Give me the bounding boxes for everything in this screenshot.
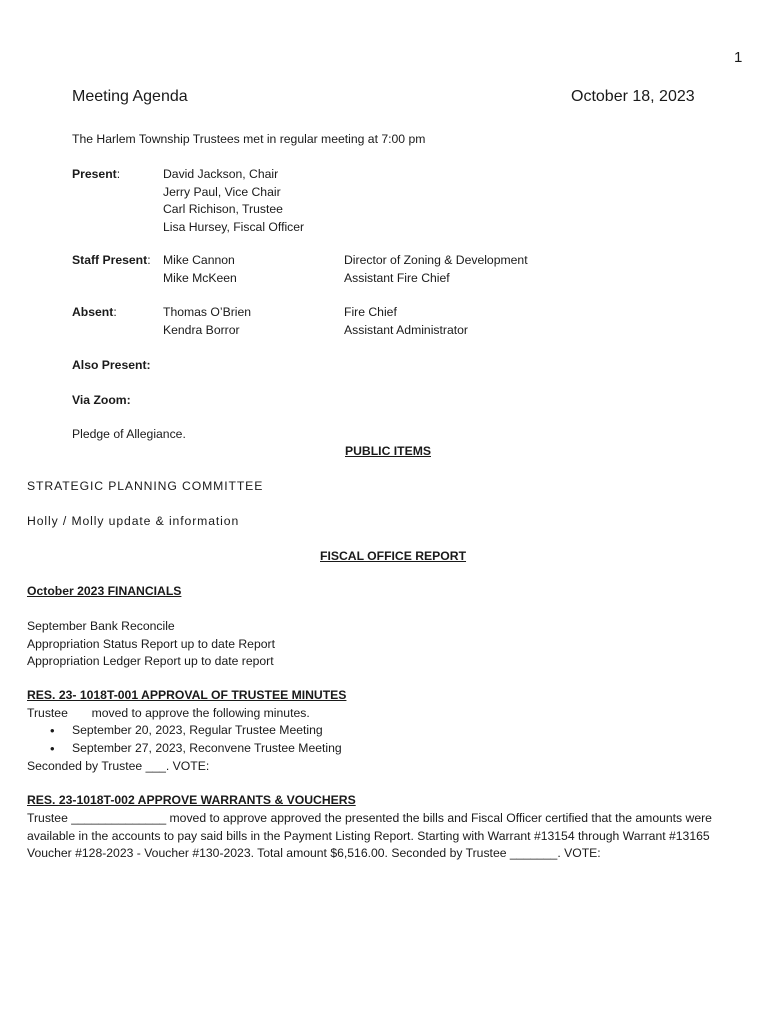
- report-list: [27, 618, 275, 671]
- financials-heading: October 2023 FINANCIALS: [27, 584, 182, 598]
- absent-name: Thomas O’Brien: [163, 305, 252, 319]
- absent-role: Fire Chief: [344, 305, 397, 319]
- staff-role: Director of Zoning & Development: [344, 253, 528, 267]
- staff-names: [163, 252, 237, 287]
- res1-bullet-item: • September 20, 2023, Regular Trustee Meeting: [72, 722, 323, 740]
- public-items-heading: PUBLIC ITEMS: [345, 444, 431, 458]
- page-title: Meeting Agenda: [72, 88, 188, 105]
- absent-name: Kendra Borror: [163, 322, 240, 337]
- report-item: September Bank Reconcile: [27, 619, 175, 633]
- fiscal-report-heading: FISCAL OFFICE REPORT: [320, 549, 467, 563]
- also-present-label: Also Present:: [72, 358, 151, 372]
- report-item: Appropriation Status Report up to date Report: [27, 636, 275, 651]
- page-number: 1: [734, 49, 743, 66]
- absent-label: Absent:: [72, 305, 117, 319]
- absent-names: [163, 304, 251, 339]
- report-item: Appropriation Ledger Report up to date report: [27, 654, 274, 668]
- absent-role: Assistant Administrator: [344, 322, 468, 337]
- res2-body: Trustee ______________ moved to approve approved the presented the bills and Fiscal Officer certified that the amounts were available in the accounts to pay said bills in the Payment Listing Report. Starting with Warrant #13154 through Warrant #13165 Voucher #128-2023 - Voucher #130-2023. Total amount $6,516.00. Seconded by Trustee _______. VOTE:: [27, 811, 712, 860]
- present-name: Lisa Hursey, Fiscal Officer: [163, 219, 305, 234]
- strategic-planning-item: STRATEGIC PLANNING COMMITTEE: [27, 479, 264, 493]
- staff-role: Assistant Fire Chief: [344, 270, 450, 285]
- staff-name: Mike McKeen: [163, 270, 237, 285]
- absent-roles: [344, 304, 468, 339]
- meeting-date: October 18, 2023: [571, 88, 695, 105]
- via-zoom-label: Via Zoom:: [72, 393, 131, 407]
- present-name: Jerry Paul, Vice Chair: [163, 184, 281, 199]
- pledge-text: Pledge of Allegiance.: [72, 427, 186, 441]
- res2-heading: RES. 23-1018T-002 APPROVE WARRANTS & VOUCHERS: [27, 793, 356, 807]
- intro-text: The Harlem Township Trustees met in regular meeting at 7:00 pm: [72, 132, 426, 146]
- res1-motion: Trustee moved to approve the following minutes.: [27, 706, 310, 720]
- res1-heading: RES. 23- 1018T-001 APPROVAL OF TRUSTEE MINUTES: [27, 688, 347, 702]
- res1-bullet-item: • September 27, 2023, Reconvene Trustee Meeting: [72, 740, 342, 758]
- holly-molly-item: Holly / Molly update & information: [27, 514, 240, 528]
- staff-roles: [344, 252, 528, 287]
- present-label: Present:: [72, 167, 121, 181]
- res1-seconded: Seconded by Trustee ___. VOTE:: [27, 759, 210, 773]
- staff-present-label: Staff Present:: [72, 253, 151, 267]
- present-name: David Jackson, Chair: [163, 167, 279, 181]
- present-list: [163, 166, 304, 236]
- present-name: Carl Richison, Trustee: [163, 202, 283, 216]
- staff-name: Mike Cannon: [163, 253, 235, 267]
